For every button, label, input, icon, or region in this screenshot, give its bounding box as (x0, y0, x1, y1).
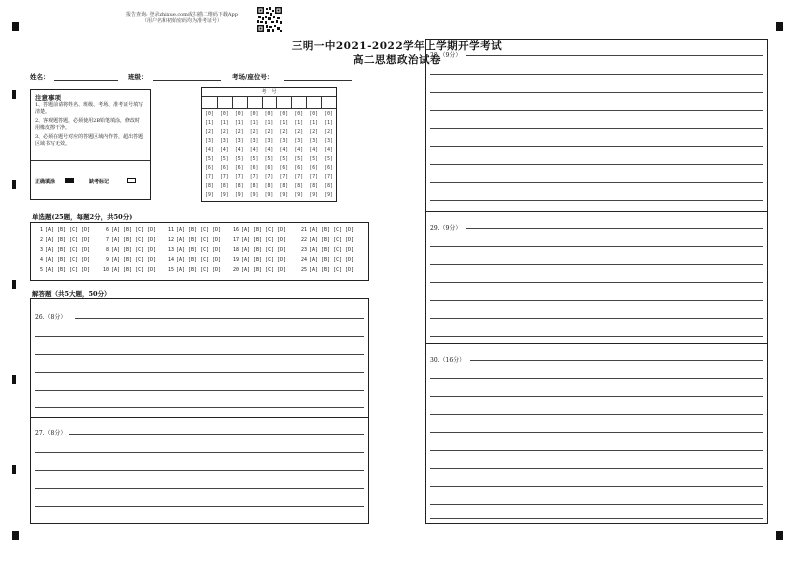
exam-number-bubble[interactable]: [4] (249, 148, 259, 153)
choice-section-heading: 单选题(25题，每题2分，共50分) (32, 213, 133, 221)
answer-writing-line[interactable] (69, 434, 364, 435)
answer-writing-line[interactable] (430, 468, 763, 469)
exam-number-bubble[interactable]: [3] (309, 139, 318, 144)
answer-writing-line[interactable] (35, 488, 364, 489)
question-27-label: 27.（8分） (35, 430, 67, 437)
exam-number-header-line (202, 96, 336, 97)
notes-item-2: 2、客观题答题，必须使用2B铅笔填涂，修改时用橡皮擦干净。 (35, 118, 141, 131)
exam-number-bubble[interactable]: [8] (324, 184, 333, 189)
exam-number-column-divider (217, 96, 218, 108)
choice-question-row (231, 247, 286, 253)
seat-field[interactable] (284, 80, 352, 81)
choice-question-number: 4 (39, 257, 43, 263)
choice-question-number: 12 (167, 237, 174, 243)
name-label: 姓名： (30, 73, 50, 81)
answer-writing-line[interactable] (430, 450, 763, 451)
answer-writing-line[interactable] (430, 74, 763, 75)
exam-number-bubble[interactable]: [4] (234, 148, 244, 153)
exam-number-column (262, 110, 277, 200)
exam-number-bubble[interactable]: [0] (249, 112, 259, 117)
choice-option-bubbles[interactable]: [A] [B] [C] [D] (45, 237, 91, 243)
exam-number-column-divider (291, 96, 292, 108)
answer-writing-line[interactable] (35, 372, 364, 373)
choice-option-bubbles[interactable]: [A] [B] [C] [D] (45, 267, 91, 273)
exam-number-bubble[interactable]: [9] (234, 193, 244, 198)
notes-item-3: 3、必须在题号对应的答题区域内作答，超出答题区域书写无效。 (35, 134, 144, 147)
choice-option-bubbles[interactable]: [A] [B] [C] [D] (176, 257, 222, 263)
correct-fill-sample-icon (65, 178, 74, 183)
exam-number-bubble[interactable]: [0] (309, 112, 318, 117)
choice-option-bubbles[interactable]: [A] [B] [C] [D] (176, 247, 222, 253)
answer-writing-line[interactable] (470, 360, 763, 361)
exam-number-bubble[interactable]: [4] (279, 148, 289, 153)
exam-number-bubble[interactable]: [5] (249, 157, 259, 162)
choice-option-bubbles[interactable]: [A] [B] [C] [D] (176, 227, 222, 233)
exam-number-column-divider (262, 96, 263, 108)
choice-question-row (299, 267, 354, 273)
exam-number-bubble[interactable]: [8] (309, 184, 318, 189)
exam-number-bubble[interactable]: [2] (219, 130, 229, 135)
seat-label: 考场/座位号： (232, 73, 274, 81)
choice-option-bubbles[interactable]: [A] [B] [C] [D] (241, 237, 287, 243)
class-field[interactable] (153, 80, 221, 81)
choice-question-row (35, 237, 90, 243)
exam-number-bubble[interactable]: [1] (249, 121, 259, 126)
side-mark (12, 465, 16, 474)
exam-number-bubble[interactable]: [1] (205, 121, 214, 126)
exam-number-header: 考 号 (261, 89, 277, 95)
choice-question-number: 13 (167, 247, 174, 253)
exam-number-column (232, 110, 247, 200)
corner-mark-bottom-right (776, 531, 783, 540)
exam-number-bubble[interactable]: [4] (324, 148, 333, 153)
exam-number-bubble[interactable]: [6] (264, 166, 274, 171)
notes-box (30, 89, 151, 200)
choice-question-number: 23 (300, 247, 307, 253)
answer-writing-line[interactable] (430, 282, 763, 283)
exam-number-bubble[interactable]: [3] (234, 139, 244, 144)
choice-question-row (166, 257, 221, 263)
exam-number-column-divider (232, 96, 233, 108)
exam-title: 高二思想政治试卷 (353, 54, 441, 66)
exam-number-bubble[interactable]: [3] (219, 139, 229, 144)
choice-question-row (35, 227, 90, 233)
exam-number-bubble[interactable]: [7] (264, 175, 274, 180)
choice-question-number: 7 (105, 237, 109, 243)
choice-question-number: 6 (105, 227, 109, 233)
exam-number-bubble[interactable]: [0] (205, 112, 214, 117)
answer-writing-line[interactable] (430, 264, 763, 265)
essay-section-heading: 解答题（共5大题，50分） (32, 290, 111, 298)
exam-number-column (217, 110, 232, 200)
choice-question-row (231, 227, 286, 233)
side-mark (12, 280, 16, 289)
exam-number-bubble[interactable]: [1] (279, 121, 289, 126)
answer-writing-line[interactable] (430, 128, 763, 129)
exam-number-bubble[interactable]: [1] (264, 121, 274, 126)
choice-option-bubbles[interactable]: [A] [B] [C] [D] (309, 267, 355, 273)
exam-number-entry-line (202, 108, 336, 109)
answer-writing-line[interactable] (430, 300, 763, 301)
exam-number-bubble[interactable]: [2] (324, 130, 333, 135)
choice-question-row (101, 267, 156, 273)
question-30-label: 30.（16分） (430, 357, 466, 364)
choice-question-number: 15 (167, 267, 174, 273)
notes-item-1: 1、答题前请将姓名、班级、考场、准考证号填写清楚。 (35, 102, 144, 115)
exam-number-bubble[interactable]: [1] (309, 121, 318, 126)
choice-question-number: 21 (300, 227, 307, 233)
exam-number-bubble[interactable]: [5] (205, 157, 214, 162)
choice-question-number: 22 (300, 237, 307, 243)
exam-number-bubble[interactable]: [1] (219, 121, 229, 126)
exam-number-column (202, 110, 217, 200)
exam-number-bubble[interactable]: [7] (249, 175, 259, 180)
answer-writing-line[interactable] (35, 452, 364, 453)
answer-writing-line[interactable] (35, 336, 364, 337)
choice-question-row (299, 227, 354, 233)
absent-mark-label: 缺考标记 (89, 179, 110, 185)
question-28-divider (426, 211, 767, 212)
exam-number-bubble[interactable]: [6] (309, 166, 318, 171)
choice-question-number: 5 (39, 267, 43, 273)
choice-question-number: 10 (102, 267, 109, 273)
exam-number-bubble[interactable]: [0] (324, 112, 333, 117)
choice-question-row (101, 257, 156, 263)
question-28-label: 28.（9分） (430, 52, 462, 59)
name-field[interactable] (54, 80, 118, 81)
exam-number-bubble[interactable]: [1] (294, 121, 304, 126)
exam-number-bubble[interactable]: [3] (294, 139, 304, 144)
exam-number-bubble[interactable]: [4] (294, 148, 304, 153)
exam-number-bubble[interactable]: [9] (219, 193, 229, 198)
exam-number-bubble[interactable]: [1] (234, 121, 244, 126)
choice-question-number: 1 (39, 227, 43, 233)
exam-number-bubble[interactable]: [8] (205, 184, 214, 189)
choice-option-bubbles[interactable]: [A] [B] [C] [D] (111, 267, 157, 273)
exam-number-column (276, 110, 291, 200)
exam-number-bubble[interactable]: [4] (205, 148, 214, 153)
exam-number-bubble[interactable]: [7] (294, 175, 304, 180)
exam-number-bubble[interactable]: [9] (324, 193, 333, 198)
answer-writing-line[interactable] (430, 110, 763, 111)
school-title: 三明一中2021-2022学年上学期开学考试 (291, 40, 503, 52)
exam-number-bubble[interactable]: [8] (219, 184, 229, 189)
choice-question-number: 8 (105, 247, 109, 253)
choice-question-row (166, 247, 221, 253)
exam-number-bubble[interactable]: [5] (279, 157, 289, 162)
exam-number-bubble[interactable]: [6] (219, 166, 229, 171)
answer-writing-line[interactable] (430, 378, 763, 379)
exam-number-bubble[interactable]: [6] (324, 166, 333, 171)
exam-number-bubble[interactable]: [9] (264, 193, 274, 198)
choice-question-row (101, 247, 156, 253)
report-notice (112, 12, 252, 24)
exam-number-column-divider (276, 96, 277, 108)
answer-writing-line[interactable] (35, 354, 364, 355)
answer-writing-line[interactable] (430, 396, 763, 397)
answer-writing-line[interactable] (430, 92, 763, 93)
exam-number-bubble[interactable]: [7] (205, 175, 214, 180)
choice-option-bubbles[interactable]: [A] [B] [C] [D] (111, 247, 157, 253)
answer-writing-line[interactable] (430, 164, 763, 165)
exam-number-bubble[interactable]: [5] (294, 157, 304, 162)
choice-question-number: 2 (39, 237, 43, 243)
choice-question-row (299, 237, 354, 243)
exam-number-bubble[interactable]: [7] (234, 175, 244, 180)
answer-writing-line[interactable] (35, 407, 364, 408)
exam-number-bubble[interactable]: [4] (309, 148, 318, 153)
exam-number-bubble[interactable]: [6] (294, 166, 304, 171)
exam-number-bubble[interactable]: [7] (324, 175, 333, 180)
answer-writing-line[interactable] (466, 228, 763, 229)
exam-number-bubble[interactable]: [2] (279, 130, 289, 135)
choice-question-row (35, 257, 90, 263)
exam-number-bubble[interactable]: [8] (234, 184, 244, 189)
exam-number-bubble[interactable]: [2] (249, 130, 259, 135)
exam-number-bubble[interactable]: [5] (264, 157, 274, 162)
notes-heading: 注意事项 (35, 94, 61, 102)
answer-writing-line[interactable] (430, 414, 763, 415)
choice-option-bubbles[interactable]: [A] [B] [C] [D] (309, 227, 355, 233)
exam-number-bubble[interactable]: [5] (324, 157, 333, 162)
exam-number-bubble[interactable]: [0] (294, 112, 304, 117)
question-29-divider (426, 343, 767, 344)
essay-box-right (425, 39, 768, 524)
choice-question-row (166, 267, 221, 273)
choice-question-row (35, 247, 90, 253)
corner-mark-top-left (12, 22, 19, 31)
exam-number-bubble[interactable]: [3] (205, 139, 214, 144)
qr-code-icon (256, 6, 283, 33)
answer-writing-line[interactable] (430, 432, 763, 433)
exam-number-bubble[interactable]: [5] (219, 157, 229, 162)
essay-box-left (30, 298, 369, 524)
exam-number-bubble[interactable]: [7] (279, 175, 289, 180)
report-notice-line1: 报告查询: 登录zhixue.com或扫描二维码下载App (126, 12, 238, 18)
exam-number-bubble[interactable]: [9] (205, 193, 214, 198)
exam-number-grid (201, 87, 337, 202)
exam-number-bubble[interactable]: [9] (249, 193, 259, 198)
exam-number-column (306, 110, 321, 200)
exam-number-bubble[interactable]: [2] (205, 130, 214, 135)
exam-number-bubble[interactable]: [5] (309, 157, 318, 162)
exam-number-bubble[interactable]: [7] (219, 175, 229, 180)
choice-option-bubbles[interactable]: [A] [B] [C] [D] (309, 247, 355, 253)
exam-number-bubble[interactable]: [3] (279, 139, 289, 144)
answer-writing-line[interactable] (430, 182, 763, 183)
exam-number-bubble[interactable]: [7] (309, 175, 318, 180)
choice-option-bubbles[interactable]: [A] [B] [C] [D] (241, 247, 287, 253)
choice-option-bubbles[interactable]: [A] [B] [C] [D] (241, 267, 287, 273)
report-notice-line2: （用户名和初始密码均为准考证号） (141, 18, 222, 24)
exam-number-bubble[interactable]: [6] (234, 166, 244, 171)
exam-number-bubble[interactable]: [3] (249, 139, 259, 144)
exam-number-bubble[interactable]: [8] (249, 184, 259, 189)
choice-question-number: 20 (232, 267, 239, 273)
answer-writing-line[interactable] (35, 390, 364, 391)
side-mark (12, 90, 16, 99)
choice-option-bubbles[interactable]: [A] [B] [C] [D] (241, 257, 287, 263)
exam-number-bubble[interactable]: [8] (264, 184, 274, 189)
answer-writing-line[interactable] (430, 336, 763, 337)
exam-number-bubble[interactable]: [8] (294, 184, 304, 189)
choice-question-row (166, 227, 221, 233)
question-29-label: 29.（9分） (430, 225, 462, 232)
class-label: 班级： (128, 73, 148, 81)
choice-question-row (101, 227, 156, 233)
exam-number-column (321, 110, 336, 200)
notes-divider (31, 160, 150, 161)
choice-question-number: 19 (232, 257, 239, 263)
choice-option-bubbles[interactable]: [A] [B] [C] [D] (111, 227, 157, 233)
correct-fill-label: 正确填涂 (35, 179, 56, 185)
side-mark (12, 375, 16, 384)
choice-option-bubbles[interactable]: [A] [B] [C] [D] (45, 247, 91, 253)
choice-question-number: 11 (167, 227, 174, 233)
exam-number-bubble[interactable]: [0] (234, 112, 244, 117)
exam-number-bubble[interactable]: [0] (264, 112, 274, 117)
exam-number-bubble[interactable]: [6] (249, 166, 259, 171)
choice-question-row (231, 267, 286, 273)
answer-writing-line[interactable] (466, 55, 763, 56)
choice-question-row (101, 237, 156, 243)
choice-option-bubbles[interactable]: [A] [B] [C] [D] (309, 237, 355, 243)
exam-number-bubble[interactable]: [4] (219, 148, 229, 153)
exam-number-bubble[interactable]: [2] (309, 130, 318, 135)
exam-number-bubble[interactable]: [5] (234, 157, 244, 162)
exam-number-bubble[interactable]: [0] (279, 112, 289, 117)
exam-number-bubble[interactable]: [9] (294, 193, 304, 198)
exam-number-bubble[interactable]: [2] (234, 130, 244, 135)
exam-number-bubble[interactable]: [3] (324, 139, 333, 144)
choice-option-bubbles[interactable]: [A] [B] [C] [D] (309, 257, 355, 263)
choice-question-row (35, 267, 90, 273)
choice-option-bubbles[interactable]: [A] [B] [C] [D] (176, 267, 222, 273)
exam-number-column (247, 110, 262, 200)
answer-writing-line[interactable] (430, 246, 763, 247)
choice-question-row (231, 257, 286, 263)
answer-writing-line[interactable] (35, 470, 364, 471)
exam-number-bubble[interactable]: [9] (279, 193, 289, 198)
answer-writing-line[interactable] (430, 504, 763, 505)
choice-option-bubbles[interactable]: [A] [B] [C] [D] (111, 257, 157, 263)
exam-number-column (291, 110, 306, 200)
exam-number-column-divider (306, 96, 307, 108)
choice-question-row (231, 237, 286, 243)
answer-writing-line[interactable] (75, 318, 364, 319)
choice-question-number: 25 (300, 267, 307, 273)
answer-writing-line[interactable] (430, 146, 763, 147)
choice-question-row (299, 257, 354, 263)
choice-question-number: 24 (300, 257, 307, 263)
exam-number-bubble[interactable]: [2] (294, 130, 304, 135)
choice-question-row (166, 237, 221, 243)
question-26-divider (31, 417, 368, 418)
choice-option-bubbles[interactable]: [A] [B] [C] [D] (176, 237, 222, 243)
exam-number-bubble[interactable]: [6] (279, 166, 289, 171)
choice-question-row (299, 247, 354, 253)
choice-option-bubbles[interactable]: [A] [B] [C] [D] (45, 257, 91, 263)
answer-writing-line[interactable] (430, 200, 763, 201)
answer-writing-line[interactable] (35, 506, 364, 507)
side-mark (12, 180, 16, 189)
exam-number-column-divider (321, 96, 322, 108)
corner-mark-bottom-left (12, 531, 19, 540)
exam-number-bubble[interactable]: [2] (264, 130, 274, 135)
choice-question-number: 18 (232, 247, 239, 253)
question-26-label: 26.（8分） (35, 314, 67, 321)
exam-number-bubble[interactable]: [1] (324, 121, 333, 126)
choice-question-number: 14 (167, 257, 174, 263)
choice-option-bubbles[interactable]: [A] [B] [C] [D] (241, 227, 287, 233)
answer-writing-line[interactable] (430, 518, 763, 519)
exam-number-bubble[interactable]: [0] (219, 112, 229, 117)
choice-question-number: 9 (105, 257, 109, 263)
exam-number-bubble[interactable]: [3] (264, 139, 274, 144)
choice-question-number: 16 (232, 227, 239, 233)
choice-option-bubbles[interactable]: [A] [B] [C] [D] (45, 227, 91, 233)
exam-number-bubble[interactable]: [9] (309, 193, 318, 198)
corner-mark-top-right (776, 22, 783, 31)
choice-question-number: 3 (39, 247, 43, 253)
absent-mark-box[interactable] (127, 178, 136, 183)
exam-number-bubble[interactable]: [8] (279, 184, 289, 189)
exam-number-column-divider (247, 96, 248, 108)
exam-number-bubble[interactable]: [6] (205, 166, 214, 171)
answer-writing-line[interactable] (430, 486, 763, 487)
choice-option-bubbles[interactable]: [A] [B] [C] [D] (111, 237, 157, 243)
choice-answer-box (30, 222, 369, 281)
exam-number-bubble[interactable]: [4] (264, 148, 274, 153)
choice-question-number: 17 (232, 237, 239, 243)
answer-writing-line[interactable] (430, 318, 763, 319)
